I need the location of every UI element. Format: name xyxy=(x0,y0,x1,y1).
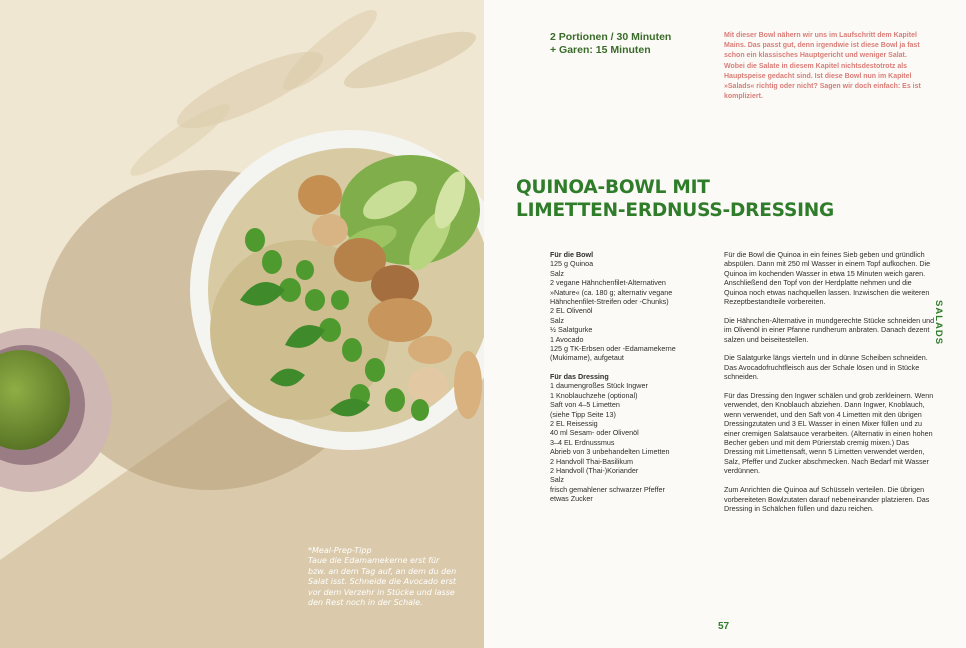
ingredient-item: 125 g TK-Erbsen oder -Edamamekerne xyxy=(550,344,676,354)
ingredient-item: 1 daumengroßes Stück Ingwer xyxy=(550,381,648,391)
ingredient-item: 2 Handvoll (Thai-)Koriander xyxy=(550,465,639,475)
recipe-title xyxy=(516,176,834,222)
ingredient-item: 2 EL Olivenöl xyxy=(550,306,593,316)
ingredient-item: frisch gemahlener schwarzer Pfeffer xyxy=(550,484,665,494)
meal-prep-tip-title: *Meal-Prep-Tipp xyxy=(308,546,372,555)
ingredient-item: 3–4 EL Erdnussmus xyxy=(550,437,615,447)
recipe-title-line-2: LIMETTEN-ERDNUSS-DRESSING xyxy=(516,200,835,221)
ingredient-item: 40 ml Sesam- oder Olivenöl xyxy=(550,428,639,438)
servings-line-2: + Garen: 15 Minuten xyxy=(550,44,651,56)
ingredient-item: 125 g Quinoa xyxy=(550,259,594,269)
instruction-step: Zum Anrichten die Quinoa auf Schüsseln verteilen. Die übrigen vorbereiteten Bowlzutaten darauf nebeneinander platzieren. Das Dressing in Schälchen füllen und dazu reichen. xyxy=(724,485,930,513)
ingredient-item: 2 EL Reisessig xyxy=(550,418,598,428)
instruction-step: Die Salatgurke längs vierteln und in dünne Scheiben schneiden. Das Avocadofruchtfleisch aus der Schale lösen und in Stücke schneiden. xyxy=(724,353,928,382)
instruction-step: Für das Dressing den Ingwer schälen und grob zerkleinern. Wenn verwendet, den Knoblauch abziehen. Dann Ingwer, Knoblauch, wenn verwendet, und den Saft von 4 Limetten mit den übrigen Dressingzutaten und 3 EL Wasser in einen Mixer füllen und zu einer cremigen Salatsauce verarbeiten. (Alternativ in einen hohen Becher geben und mit dem Pürierstab cremig mixen.) Das Dressing mit Limettensaft, wenn 5 Limetten verwendet werden, Salz, Pfeffer und Zucker abschmecken. Nach Bedarf mit Wasser verdünnen. xyxy=(724,391,934,476)
servings-info xyxy=(550,31,671,57)
page-number: 57 xyxy=(718,621,730,632)
dressing-ingredients-heading: Für das Dressing xyxy=(550,371,609,381)
instructions xyxy=(724,250,936,523)
instruction-step: Für die Bowl die Quinoa in ein feines Sieb geben und gründlich abspülen. Dann mit 250 ml Wasser in einem Topf aufkochen. Die Quinoa im kochenden Wasser in etwa 15 Minuten weich garen. Anschließend den Topf von der Herdplatte nehmen und die Quinoa noch etwas nachquellen lassen. Inzwischen die weiteren Rezeptbestandteile vorbereiten. xyxy=(724,250,931,307)
ingredient-item: Salz xyxy=(550,315,564,325)
ingredient-item: etwas Zucker xyxy=(550,494,593,504)
ingredient-item: 1 Avocado xyxy=(550,334,584,344)
ingredient-item: Hähnchenfilet-Streifen oder -Chunks) xyxy=(550,297,669,307)
ingredient-item: Abrieb von 3 unbehandelten Limetten xyxy=(550,447,670,457)
ingredient-item: »Nature« (ca. 180 g; alternativ vegane xyxy=(550,287,673,297)
ingredient-item: ½ Salatgurke xyxy=(550,325,593,335)
bowl-ingredients-heading: Für die Bowl xyxy=(550,250,594,259)
instruction-step: Die Hähnchen-Alternative in mundgerechte Stücke schneiden und im Olivenöl in einer Pfanne rundherum anbraten. Danach dezent salzen und beiseitestellen. xyxy=(724,315,935,344)
ingredient-item: Saft von 4–5 Limetten xyxy=(550,400,620,410)
section-label: SALADS xyxy=(933,300,944,346)
ingredient-item: 2 vegane Hähnchenfilet-Alternativen xyxy=(550,278,666,288)
ingredient-item: 1 Knoblauchzehe (optional) xyxy=(550,390,638,400)
ingredient-item: (Mukimame), aufgetaut xyxy=(550,353,624,363)
ingredient-item: 2 Handvoll Thai-Basilikum xyxy=(550,456,633,466)
meal-prep-tip-text: Taue die Edamamekerne erst für bzw. an dem Tag auf, an dem du den Salat isst. Schneide die Avocado erst vor dem Verzehr in Stücke und lasse den Rest noch in der Schale. xyxy=(308,556,457,608)
ingredient-item: Salz xyxy=(550,268,564,278)
ingredient-item: (siehe Tipp Seite 13) xyxy=(550,409,616,419)
ingredients-list xyxy=(550,250,700,504)
recipe-page xyxy=(484,0,966,648)
intro-text: Mit dieser Bowl nähern wir uns im Laufschritt dem Kapitel Mains. Das passt gut, denn irgendwie ist diese Bowl ja fast schon ein klassisches Hauptgericht und weniger Salat. Wobei die Salate in diesem Kapitel nichtsdestotrotz als Hauptspeise gedacht sind. Ist diese Bowl nun im Kapitel »Salads« richtig oder nicht? Sagen wir doch einfach: Es ist kompliziert. xyxy=(724,32,921,101)
meal-prep-tip xyxy=(308,546,458,608)
ingredient-item: Salz xyxy=(550,475,564,485)
recipe-title-line-1: QUINOA-BOWL MIT xyxy=(516,177,710,198)
servings-line-1: 2 Portionen / 30 Minuten xyxy=(550,31,672,43)
